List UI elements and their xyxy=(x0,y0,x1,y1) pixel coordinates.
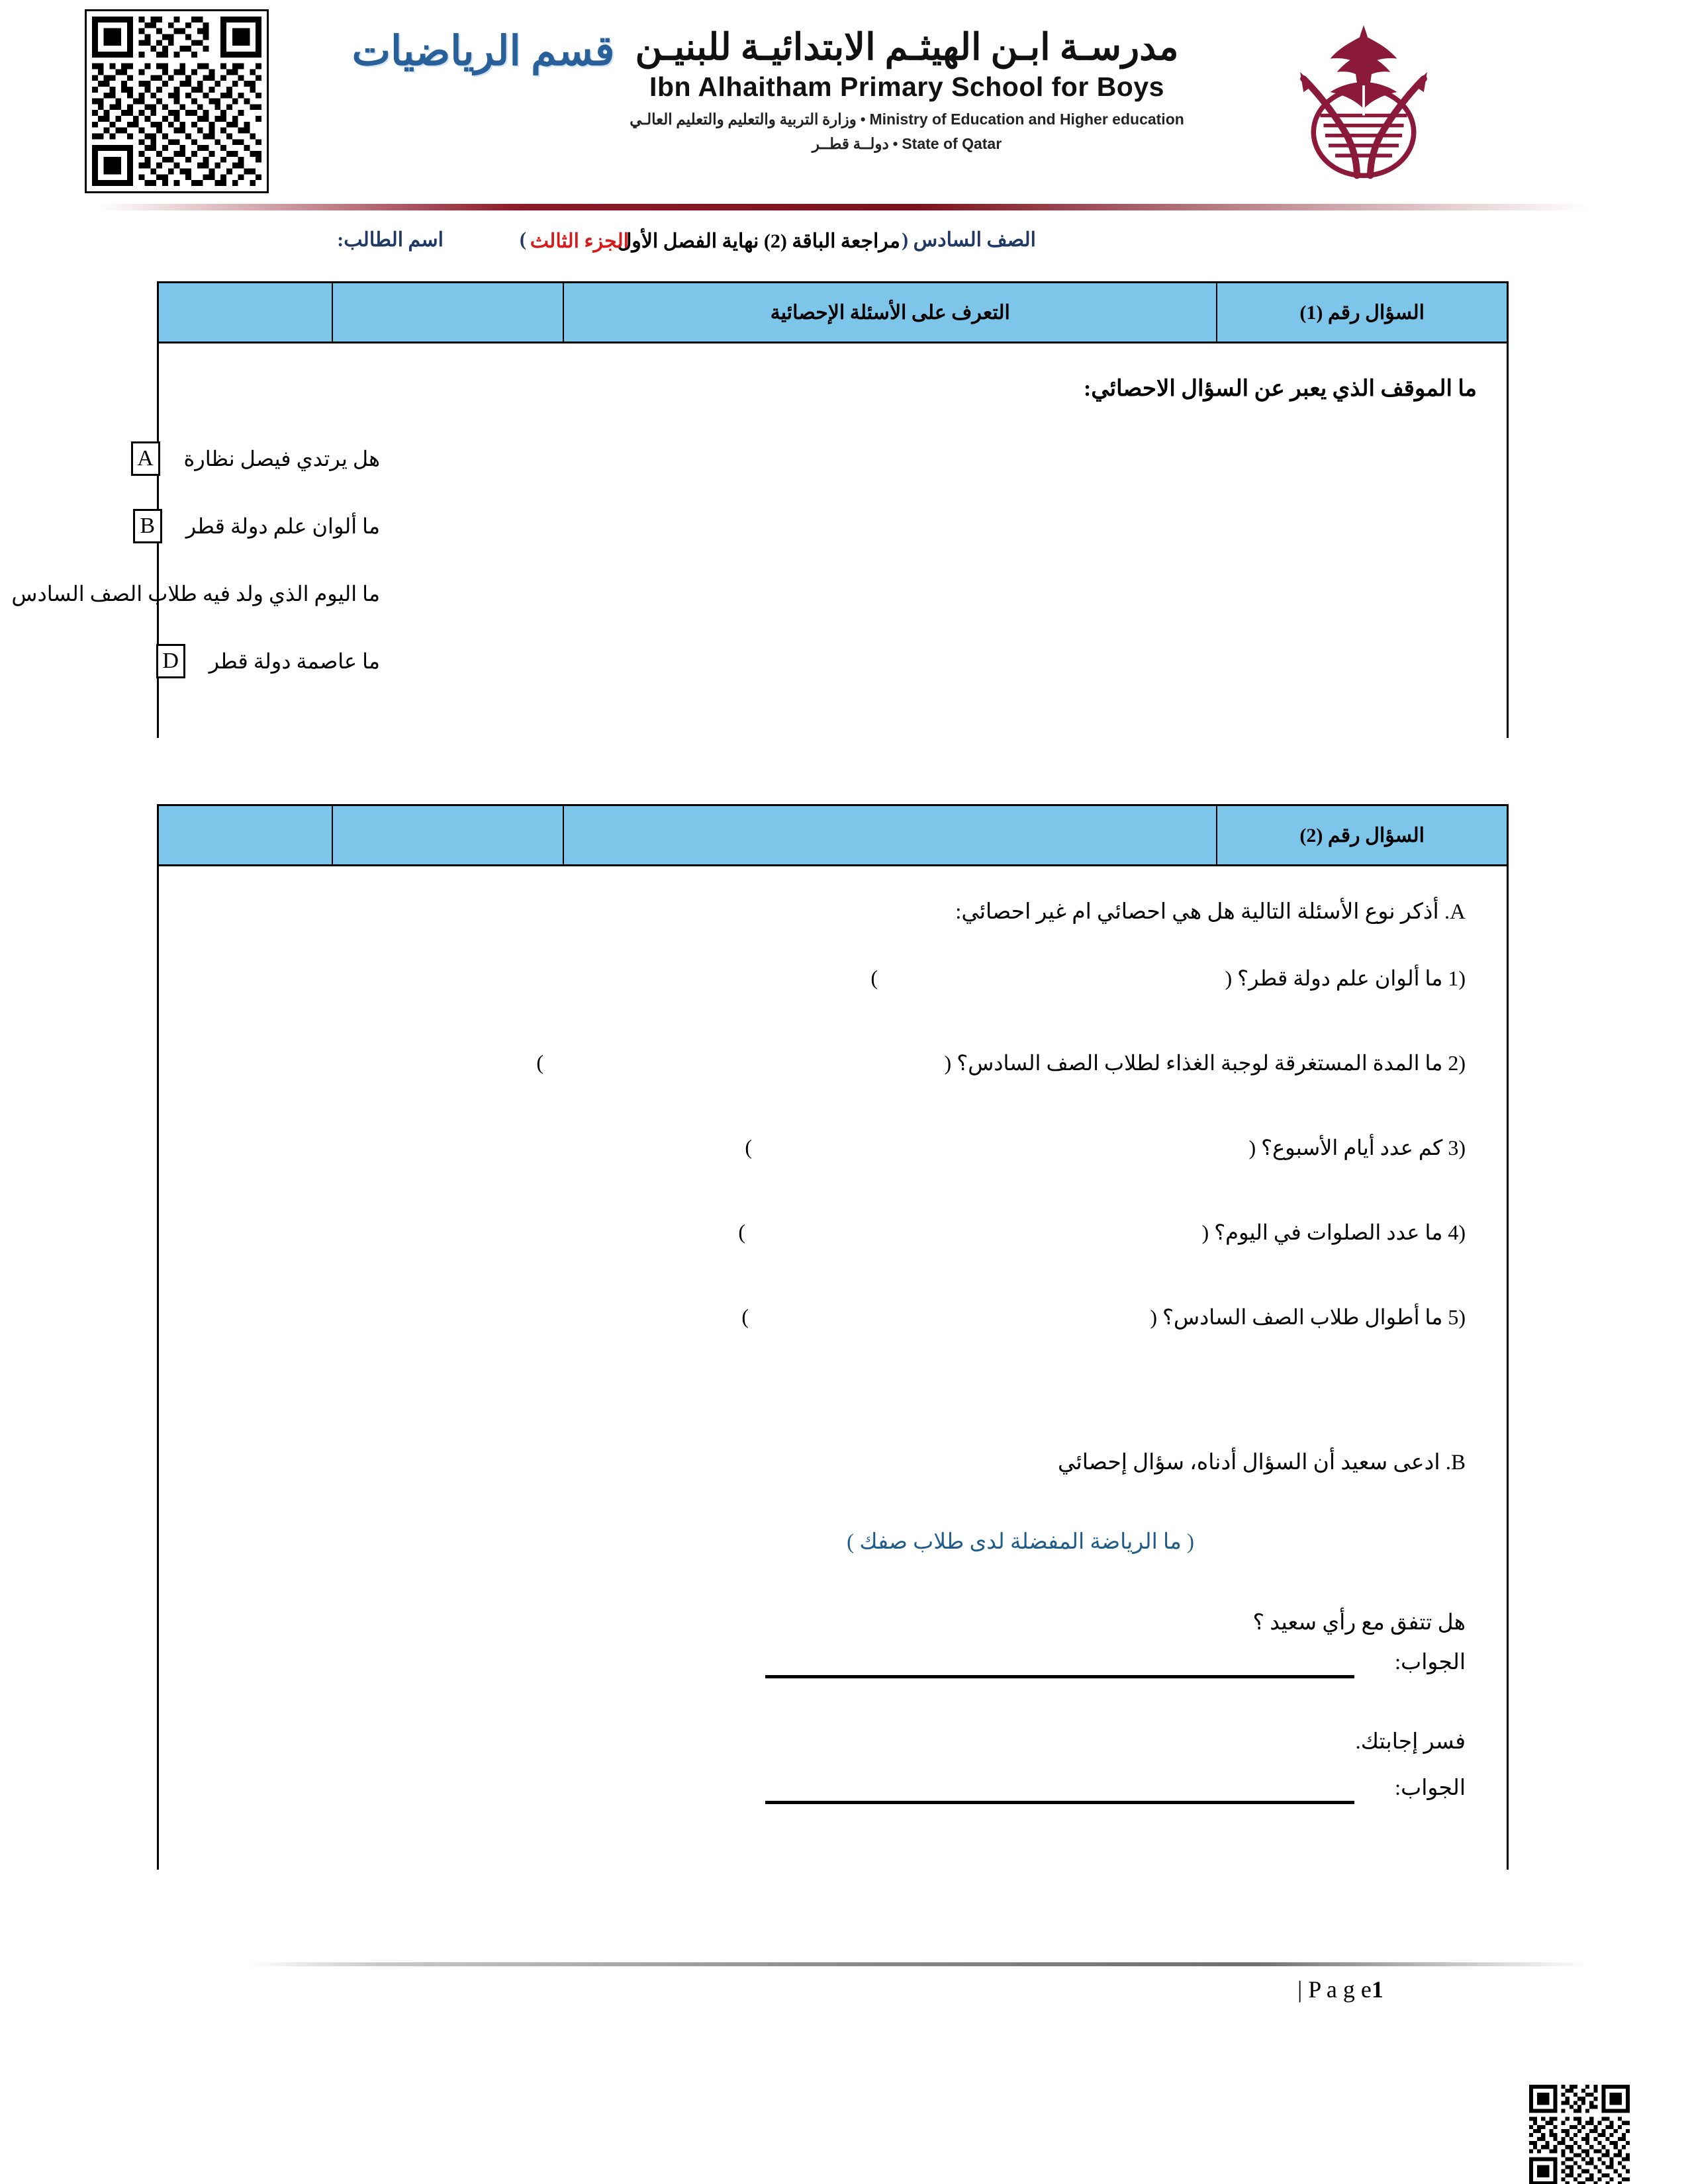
ministry-name-arabic: وزارة التربية والتعليم والتعليم العالـي xyxy=(630,111,857,128)
option-row-a[interactable] xyxy=(131,441,380,476)
part-b-text: . ادعى سعيد أن السؤال أدناه، سؤال إحصائي xyxy=(1058,1451,1451,1475)
question-1-topic-cell: التعرف على الأسئلة الإحصائية xyxy=(563,283,1216,341)
sub-item-4-answer-open: ( xyxy=(1201,1220,1209,1244)
question-1-prompt: ما الموقف الذي يعبر عن السؤال الاحصائي: xyxy=(1083,377,1477,401)
answer-label-1: الجواب: xyxy=(1395,1651,1466,1674)
part-b-agree-question: هل تتفق مع رأي سعيد ؟ xyxy=(1252,1611,1466,1635)
option-c-text: ما اليوم الذي ولد فيه طلاب الصف السادس xyxy=(11,582,380,606)
question-2-number-cell: السؤال رقم (2) xyxy=(1216,806,1507,864)
school-identity-block xyxy=(549,26,1264,153)
sub-item-2-answer-close[interactable]: ) xyxy=(536,1050,543,1074)
option-b-checkbox[interactable]: B xyxy=(133,509,162,543)
sub-item-4-answer-close[interactable]: ) xyxy=(738,1220,745,1244)
sub-item-1-text: ما ألوان علم دولة قطر؟ xyxy=(1237,966,1443,990)
school-name-arabic: مدرسـة ابـن الهيثـم الابتدائيـة للبنيـن xyxy=(635,27,1179,68)
grade-close-paren: ) xyxy=(520,228,526,250)
part-a-text: . أذكر نوع الأسئلة التالية هل هي احصائي ام غير احصائي: xyxy=(955,900,1450,924)
page-number: 1 xyxy=(1371,1976,1383,2003)
page-header xyxy=(0,0,1688,205)
bullet-separator-icon-2: • xyxy=(892,136,898,153)
explain-instruction: فسر إجابتك. xyxy=(1355,1730,1466,1754)
part-a-letter: A xyxy=(1450,900,1466,924)
school-name-english: Ibn Alhaitham Primary School for Boys xyxy=(649,71,1164,103)
sub-item-4 xyxy=(1202,1220,1466,1245)
part-b-blue-question: ( ما الرياضة المفضلة لدى طلاب صفك ) xyxy=(847,1530,1194,1554)
sub-item-5-answer-open: ( xyxy=(1150,1305,1157,1329)
option-b-text: ما ألوان علم دولة قطر xyxy=(185,514,380,538)
state-name-english: State of Qatar xyxy=(902,135,1002,153)
state-name-arabic: دولــة قطــر xyxy=(812,136,889,153)
part-b-letter: B xyxy=(1450,1451,1466,1475)
part-label: الجزء الثالث xyxy=(530,230,629,252)
option-a-checkbox[interactable]: A xyxy=(131,441,160,476)
sub-item-2-number: 2) xyxy=(1448,1051,1466,1075)
question-2-header-cell-2 xyxy=(563,806,1216,864)
sub-item-3-number: 3) xyxy=(1448,1136,1466,1160)
sub-item-3-answer-open: ( xyxy=(1248,1136,1256,1160)
sub-item-5-number: 5) xyxy=(1448,1305,1466,1329)
document-info-row xyxy=(0,228,1688,261)
option-row-b[interactable] xyxy=(133,509,380,543)
question-2-header-cell-4 xyxy=(159,806,332,864)
option-row-c[interactable] xyxy=(0,576,380,611)
sub-item-3-text: كم عدد أيام الأسبوع؟ xyxy=(1261,1136,1443,1160)
sub-item-3 xyxy=(1248,1135,1466,1160)
student-name-label: اسم الطالب: xyxy=(337,229,444,251)
sub-item-2 xyxy=(945,1050,1466,1075)
question-2-body xyxy=(159,866,1507,1870)
question-2-header-row xyxy=(159,806,1507,866)
qr-code-icon xyxy=(85,9,269,193)
review-title: مراجعة الباقة (2) نهاية الفصل الأول xyxy=(617,230,900,252)
sub-item-5 xyxy=(1150,1304,1466,1330)
answer-label-2: الجواب: xyxy=(1395,1776,1466,1800)
question-1-number-cell: السؤال رقم (1) xyxy=(1216,283,1507,341)
qatar-emblem-icon xyxy=(1278,12,1450,187)
answer-line-1[interactable] xyxy=(765,1675,1354,1678)
sub-item-3-answer-close[interactable]: ) xyxy=(745,1135,752,1159)
question-2-header-cell-3 xyxy=(332,806,563,864)
bullet-separator-icon: • xyxy=(860,111,866,128)
question-2-part-a-heading xyxy=(955,898,1466,925)
page-label: | P a g e xyxy=(1297,1976,1372,2003)
header-divider xyxy=(99,204,1589,210)
sub-item-2-answer-open: ( xyxy=(944,1051,952,1075)
question-1-body xyxy=(11,343,1507,738)
option-d-text: ما عاصمة دولة قطر xyxy=(209,649,380,673)
sub-item-4-number: 4) xyxy=(1448,1220,1466,1244)
option-a-text: هل يرتدي فيصل نظارة xyxy=(183,447,380,471)
option-row-d[interactable] xyxy=(156,644,380,678)
question-1-header-cell-4 xyxy=(159,283,332,341)
sub-item-5-text: ما أطوال طلاب الصف السادس؟ xyxy=(1162,1305,1443,1329)
question-1-box xyxy=(11,281,1509,738)
qr-code-icon xyxy=(1529,2085,1630,2184)
sub-item-1-answer-open: ( xyxy=(1225,966,1233,990)
department-title: قسم الرياضيات xyxy=(352,29,615,74)
ministry-line xyxy=(549,111,1264,128)
sub-item-5-answer-close[interactable]: ) xyxy=(741,1304,749,1328)
sub-item-1 xyxy=(1225,966,1466,991)
option-d-checkbox[interactable]: D xyxy=(156,644,185,678)
sub-item-1-number: 1) xyxy=(1448,966,1466,990)
ministry-name-english: Ministry of Education and Higher education xyxy=(869,111,1184,128)
question-2-box xyxy=(157,804,1509,1870)
sub-item-4-text: ما عدد الصلوات في اليوم؟ xyxy=(1214,1220,1443,1244)
state-line xyxy=(549,135,1264,153)
question-2-part-b-heading xyxy=(1058,1449,1466,1475)
question-1-header-cell-3 xyxy=(332,283,563,341)
question-1-header-row xyxy=(159,283,1507,343)
sub-item-2-text: ما المدة المستغرقة لوجبة الغذاء لطلاب الصف السادس؟ xyxy=(957,1051,1443,1075)
footer-divider xyxy=(245,1962,1589,1966)
sub-item-1-answer-close[interactable]: ) xyxy=(870,966,878,989)
answer-line-2[interactable] xyxy=(765,1801,1354,1804)
grade-label: الصف السادس ( xyxy=(902,229,1036,251)
page-number-footer xyxy=(1297,1976,1383,2003)
